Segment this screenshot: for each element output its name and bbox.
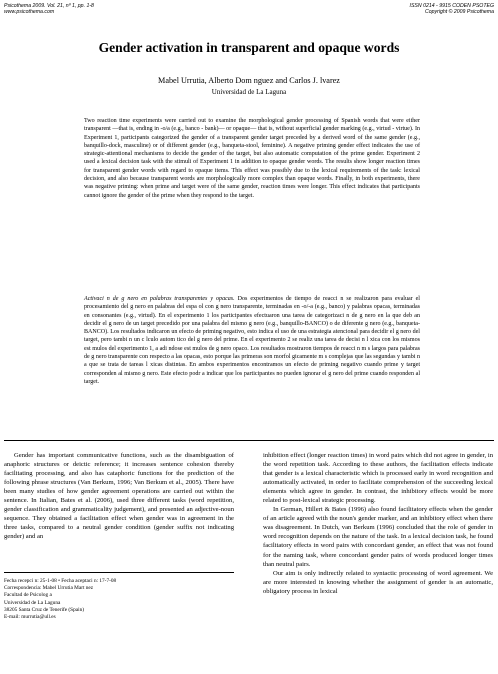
body-paragraph: In German, Hillert & Bates (1996) also found facilitatory effects when the gender of an article agreed with the noun's gender marker, and an inhibitory effect when there was disagreement. In Dutch, van Berkum (1996) concluded that the role of gender in word recognition depends on the nature of the task. In a lexical decision task, he found facilitatory effects in word pairs with concordant gender, an effect that was not found for the naming task, where concordant gender pairs of words produced longer times than neutral pairs. xyxy=(263,506,493,568)
journal-citation: Psicothema 2009. Vol. 21, nº 1, pp. 1-8 xyxy=(4,3,94,9)
copyright-line: Copyright © 2009 Psicothema xyxy=(425,9,494,16)
abstract-english: Two reaction time experiments were carried out to examine the morphological gender processing of Spanish words that were either transparent —that is, ending in -o/a (e.g., banco - bank)— or opaque— that is, without superficial gender marking (e.g., virtud - virtue). In Experiment 1, participants categorized the gender of a transparent gender target preceded by a derived word of the same gender (e.g., banquillo-dock, masculine) or of different gender (e.g., banqueta-stool, feminine). A negative priming gender effect indicates the use of strategic-attentional mechanisms to decide the gender of the target, but also automatic computation of the prime gender. Experiment 2 used a lexical decision task with the stimuli of Experiment 1 in addition to opaque gender words. The results show longer reaction times for transparent gender words with regard to opaque items. This effect was possibly due to the lexical requirements of the task: lexical decision, and also because transparent words are morphologically more complex than opaque words. Finally, in both experiments, there was negative priming: when prime and target were of the same gender, reaction times were longer. This effect indicates that participants cannot ignore the gender of the prime when they respond to the target. xyxy=(84,118,420,199)
footnote-university: Universidad de La Laguna xyxy=(4,599,61,606)
body-paragraph: inhibition effect (longer reaction times) in word pairs which did not agree in gender, in the word repetition task. According to these authors, the facilitation effects indicate that gender is a lexical characteristic which is processed early in word recognition and automatically activated, in order to facilitate comprehension of the succeeding lexical elements which agree in gender. In contrast, the inhibitory effects would be more related to post-lexical strategic processing. xyxy=(263,452,493,505)
body-column-right xyxy=(263,451,493,596)
footnote-dates: Fecha recepci n: 25-1-08 • Fecha aceptaci n: 17-7-08 xyxy=(4,578,117,584)
abstract-spanish-title: Activaci n de g nero en palabras transparentes y opacas. xyxy=(84,296,235,302)
footnote-email[interactable]: E-mail: murrutia@ull.es xyxy=(4,614,56,621)
journal-header-left xyxy=(4,3,94,16)
section-divider xyxy=(4,440,494,441)
article-title: Gender activation in transparent and opaque words xyxy=(98,40,400,55)
body-paragraph: Gender has important communicative functions, such as the disambiguation of anaphoric structures or deictic reference; it increases sentence cohesion thereby facilitating processing, and also has cataphoric functions for the prediction of the following phrase structures (Van Berkum, 1996; Van Berkum et al., 2005). There have been many studies of how gender agreement operations are carried out within the sentence. In Italian, Bates et al. (2006), used three different tasks (word repetition, gender classification and grammaticality judgement), and presented an adjective-noun sequence. They obtained a facilitation effect when gender was in agreement in the three tasks, compared to a neutral gender condition (gender suffix not indicating gender) and an xyxy=(4,452,234,541)
body-column-left xyxy=(4,451,234,541)
issn-line: ISSN 0214 - 9915 CODEN PSOTEG xyxy=(409,3,494,9)
footnote-faculty: Facultad de Psicolog a xyxy=(4,592,52,599)
journal-header-right xyxy=(410,3,494,16)
abstract-spanish-body: Dos experimentos de tiempo de reacci n se realizaron para evaluar el procesamiento del g nero en palabras del espa ol con g nero transparente, terminadas en -o/-a (e.g., banco) y palabras opacas, terminadas en consonantes (e.g., virtud). En el experimento 1 los participantes efectuaron una tarea de categorizaci n de g nero en la que deb an decidir el g nero de un target precedido por una palabra del mismo g nero (e.g., banquillo-BANCO) o de diferente g nero (e.g., banqueta-BANCO). Los resultados indicaron un efecto de priming negativo, esto indica el uso de una estrategia atencional para decidir el g nero del target, pero tambi n un c lculo autom tico del g nero del prime. En el experimento 2 se realiz una tarea de decisi n l xica con los mismos est mulos del experimento 1, a adi ndose est mulos de g nero opaco. Los resultados mostraron tiempos de reacci n m s largos para palabras de g nero transparente con respecto a las opacas, esto porque las primeras son morfol gicamente m s complejas que las segundas y tambi n a que se trata de tareas l xicas distintas. En ambos experimentos encontramos un efecto de priming negativo cuando prime y target corresponden al mismo g nero. Este efecto podr a indicar que los participantes no pueden ignorar el g nero del prime cuando responden al target. xyxy=(84,296,420,385)
footnote xyxy=(4,578,234,621)
journal-url[interactable]: www.psicothema.com xyxy=(4,9,55,16)
body-paragraph: Our aim is only indirectly related to syntactic processing of word agreement. We are more interested in knowing whether the assignment of gender is an automatic, obligatory process in lexical xyxy=(263,569,493,595)
abstract-spanish xyxy=(84,295,420,386)
footnote-address: 38205 Santa Cruz de Tenerife (Spain) xyxy=(4,606,84,613)
article-affiliation: Universidad de La Laguna xyxy=(211,88,287,96)
article-authors: Mabel Urrutia, Alberto Dom nguez and Carlos J. lvarez xyxy=(158,76,340,85)
footnote-correspondence: Correspondencia: Mabel Urrutia Mart nez xyxy=(4,585,94,592)
footnote-divider xyxy=(4,572,234,573)
